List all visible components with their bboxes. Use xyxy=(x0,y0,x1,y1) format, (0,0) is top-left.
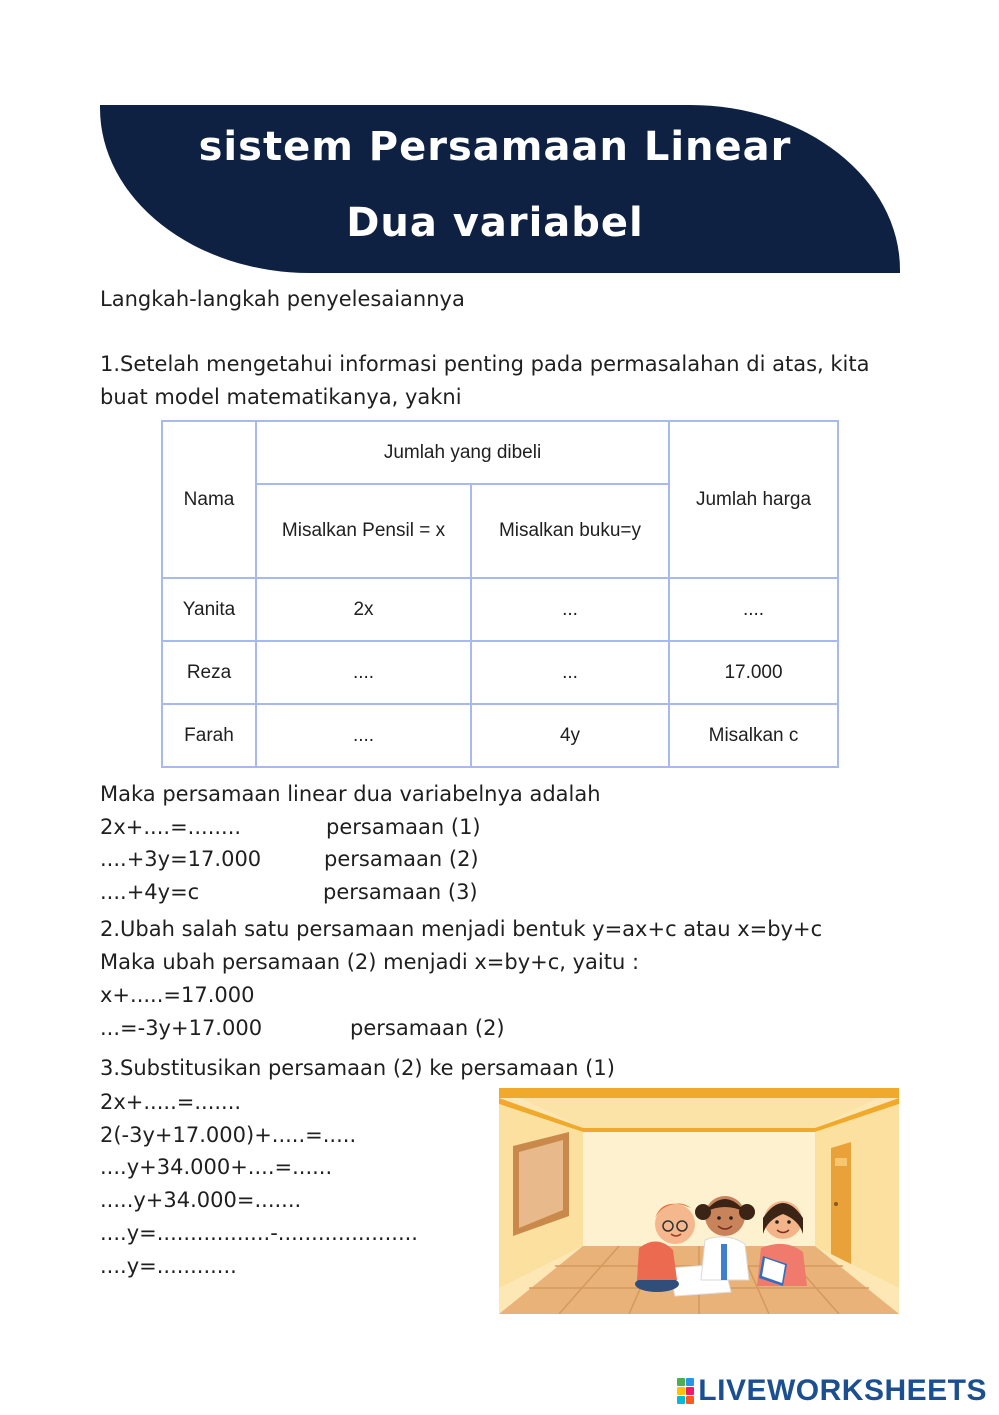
table-row xyxy=(162,704,838,767)
step2-line4: ...=-3y+17.000 xyxy=(100,1016,263,1040)
equation-3: ....+4y=c xyxy=(100,880,200,904)
header-jumlah-harga: Jumlah harga xyxy=(669,421,838,578)
step3-line: 2(-3y+17.000)+.....=..... xyxy=(100,1123,357,1147)
header-buku: Misalkan buku=y xyxy=(471,484,669,578)
equation-2: ....+3y=17.000 xyxy=(100,847,262,871)
step3-line: ....y=............ xyxy=(100,1254,237,1278)
step3-line: ....y=.................-..................... xyxy=(100,1221,418,1245)
intro-text: Langkah-langkah penyelesaiannya xyxy=(100,287,465,311)
page-title-line2: Dua variabel xyxy=(346,200,644,246)
equation-1-label: persamaan (1) xyxy=(326,815,481,839)
cell-harga: 17.000 xyxy=(669,641,838,704)
header-jumlah-dibeli: Jumlah yang dibeli xyxy=(256,421,669,484)
liveworksheets-logo[interactable] xyxy=(677,1372,987,1410)
table-row xyxy=(162,641,838,704)
step2-line4-label: persamaan (2) xyxy=(350,1016,505,1040)
cell-buku: ... xyxy=(471,641,669,704)
header-pensil: Misalkan Pensil = x xyxy=(256,484,471,578)
step2-line1: 2.Ubah salah satu persamaan menjadi bentuk y=ax+c atau x=by+c xyxy=(100,917,823,941)
step2-line2: Maka ubah persamaan (2) menjadi x=by+c, yaitu : xyxy=(100,950,640,974)
step3-heading: 3.Substitusikan persamaan (2) ke persamaan (1) xyxy=(100,1056,615,1080)
header-nama: Nama xyxy=(162,421,256,578)
step1-text: 1.Setelah mengetahui informasi penting pada permasalahan di atas, kita buat model matematikanya, yakni xyxy=(100,352,870,409)
liveworksheets-logo-icon xyxy=(677,1378,694,1404)
cell-pensil: .... xyxy=(256,704,471,767)
model-table xyxy=(161,420,839,768)
step3-line: ....y+34.000+....=...... xyxy=(100,1155,333,1179)
cell-harga: Misalkan c xyxy=(669,704,838,767)
cell-harga: .... xyxy=(669,578,838,641)
equation-1: 2x+....=........ xyxy=(100,815,242,839)
table-row xyxy=(162,578,838,641)
step3-line: .....y+34.000=....... xyxy=(100,1188,302,1212)
cell-nama: Reza xyxy=(162,641,256,704)
cell-pensil: 2x xyxy=(256,578,471,641)
step2-line3: x+.....=17.000 xyxy=(100,983,255,1007)
cell-pensil: .... xyxy=(256,641,471,704)
cell-nama: Yanita xyxy=(162,578,256,641)
equation-2-label: persamaan (2) xyxy=(324,847,479,871)
equation-3-label: persamaan (3) xyxy=(323,880,478,904)
cell-buku: 4y xyxy=(471,704,669,767)
page-title-line1: sistem Persamaan Linear xyxy=(198,124,792,170)
liveworksheets-brand: LIVEWORKSHEETS xyxy=(698,1374,987,1407)
cell-buku: ... xyxy=(471,578,669,641)
cell-nama: Farah xyxy=(162,704,256,767)
classroom-illustration xyxy=(499,1088,899,1314)
step3-line: 2x+.....=....... xyxy=(100,1090,242,1114)
equations-intro: Maka persamaan linear dua variabelnya adalah xyxy=(100,782,601,806)
